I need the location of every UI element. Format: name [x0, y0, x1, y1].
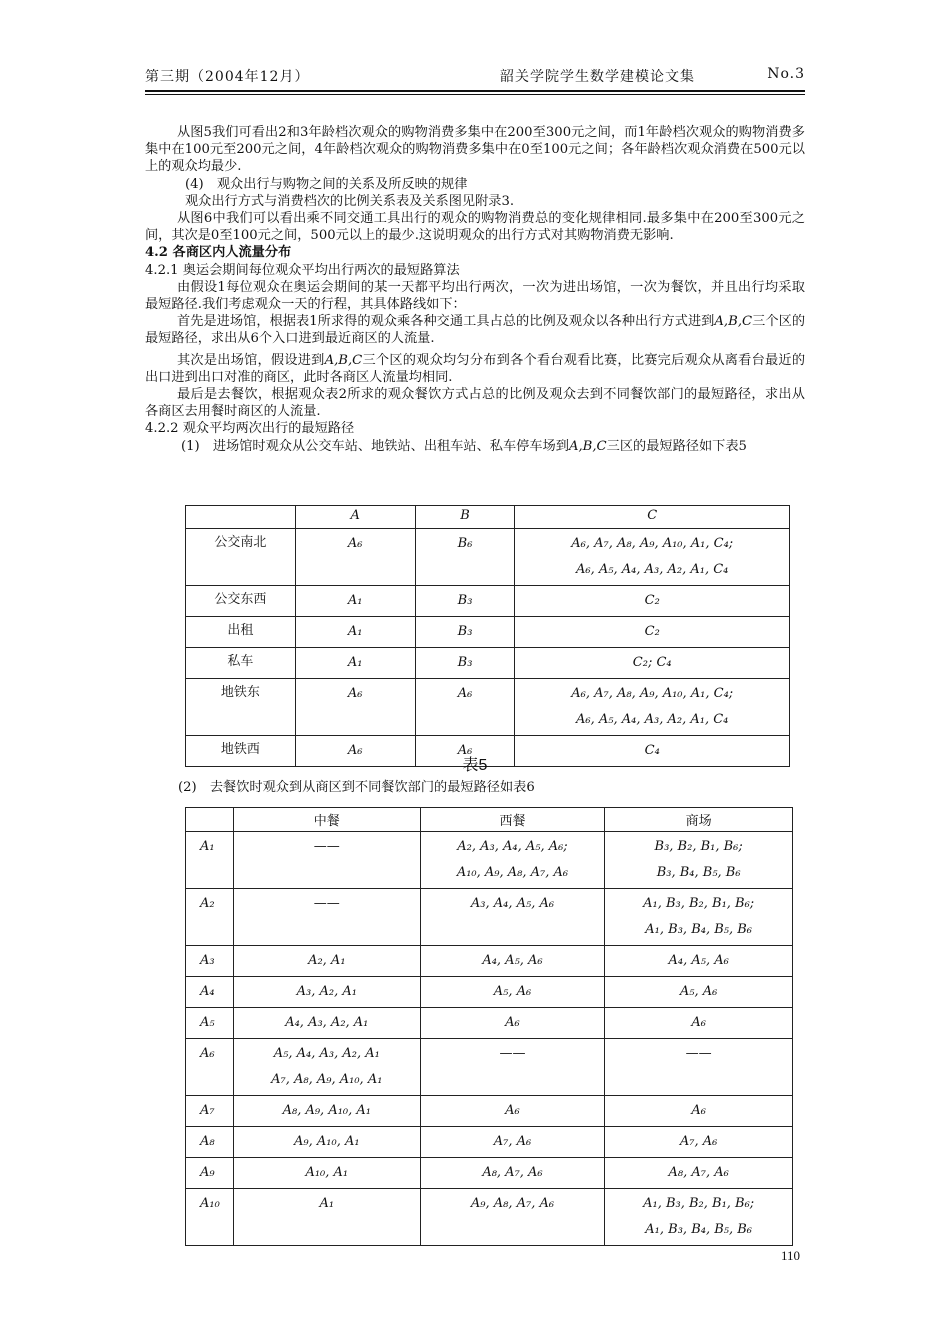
section-heading-4-2: 4.2 各商区内人流量分布	[145, 245, 292, 261]
header-number: No.3	[767, 66, 805, 82]
text-part: 首先是进场馆，根据表1所求得的观众乘各种交通工具占总的比例及观众以各种出行方式进到	[177, 314, 715, 330]
table6-row-label-line: A₂	[200, 896, 215, 911]
math-abc: A,B,C	[568, 438, 607, 454]
table6-cell-western-line: ——	[499, 1046, 526, 1061]
table6-cell-western	[420, 1158, 605, 1189]
table6-row-label-line: A₃	[200, 953, 215, 968]
table6-cell-mall-line: A₁, B₃, B₂, B₁, B₆;	[643, 896, 755, 911]
table5-cell-a	[295, 586, 415, 617]
table6-cell-western	[420, 1096, 605, 1127]
table6-cell-mall	[605, 946, 793, 977]
table6-row-label-line: A₇	[200, 1103, 215, 1118]
table6-cell-mall-line: B₃, B₂, B₁, B₆;	[654, 839, 743, 854]
table5-cell-b	[415, 679, 515, 736]
table5-cell-c	[515, 617, 790, 648]
table6-cell-western-line: A₇, A₆	[493, 1134, 532, 1149]
table6-row-label	[186, 889, 234, 946]
paragraph-age-consumption: 从图5我们可看出2和3年龄档次观众的购物消费多集中在200至300元之间，而1年龄档次观众的购物消费多集中在100元至200元之间，4年龄档次观众的购物消费多集中在0至100元之间；各年龄档次观众消费在500元以上的观众均最少.	[145, 125, 805, 175]
paragraph-exit-venue	[145, 352, 805, 386]
math-abc: A,B,C	[324, 352, 363, 368]
table5-cell-a-line: A₆	[347, 686, 363, 701]
table-5	[185, 505, 790, 767]
table6-cell-mall	[605, 1189, 793, 1246]
header-issue: 第三期（2004年12月）	[145, 69, 310, 85]
text-part: 三个区的观众均匀分布到各个看台观看比赛，比赛完后观众从离看台最近的出口进到出口对准的商区，此时各商区人流量均相同.	[145, 352, 806, 385]
table5-row	[186, 648, 790, 679]
table6-cell-western	[420, 1127, 605, 1158]
table5-row	[186, 617, 790, 648]
table5-header-blank	[186, 506, 296, 529]
table6-cell-chinese-line: A₉, A₁₀, A₁	[294, 1134, 360, 1149]
paragraph-appendix-ref: 观众出行方式与消费档次的比例关系表及关系图见附录3.	[185, 193, 515, 209]
table5-cell-a-line: A₁	[347, 593, 363, 608]
table5-row-label: 公交东西	[186, 586, 296, 617]
table6-cell-mall-line: A₁, B₃, B₂, B₁, B₆;	[643, 1196, 755, 1211]
text-part: 三个区的最短路径，求出从6个入口进到最近商区的人流量.	[145, 314, 806, 347]
table6-cell-mall-line: A₆	[691, 1103, 706, 1118]
table6-cell-chinese-line: A₅, A₄, A₃, A₂, A₁	[273, 1046, 380, 1061]
table6-row	[186, 977, 793, 1008]
table5-cell-b-line: B₃	[457, 624, 473, 639]
header-rule-thin	[145, 94, 805, 95]
table6-cell-western-line: A₄, A₅, A₆	[482, 953, 543, 968]
table6-cell-mall-line: A₅, A₆	[679, 984, 718, 999]
table6-row	[186, 1008, 793, 1039]
table6-cell-mall	[605, 1008, 793, 1039]
table6-cell-western	[420, 1039, 605, 1096]
table6-row-label	[186, 832, 234, 889]
table5-cell-c-line: C₂	[644, 624, 660, 639]
table5-caption: 表5	[462, 757, 488, 774]
table5-row-label: 公交南北	[186, 529, 296, 586]
table5-cell-a-line: A₁	[347, 624, 363, 639]
table6-cell-mall	[605, 1039, 793, 1096]
table5-header-c: C	[515, 506, 790, 529]
table6-row	[186, 1158, 793, 1189]
table6-cell-chinese-line: ——	[313, 896, 340, 911]
subsection-heading-4-2-1: 4.2.1 奥运会期间每位观众平均出行两次的最短路算法	[145, 262, 460, 278]
table6-header-chinese-food: 中餐	[233, 808, 420, 832]
paragraph-table5-intro	[145, 438, 805, 455]
table6-cell-chinese	[233, 1127, 420, 1158]
header-rule-thick	[145, 90, 805, 92]
table5-cell-b-line: A₆	[457, 743, 473, 758]
table6-cell-mall-line: ——	[685, 1046, 712, 1061]
table5-cell-c	[515, 529, 790, 586]
table6-row-label	[186, 1189, 234, 1246]
table6-row-label-line: A₅	[200, 1015, 215, 1030]
table6-cell-western-line: A₃, A₄, A₅, A₆	[470, 896, 555, 911]
table6-header-blank	[186, 808, 234, 832]
table6-cell-mall-line: A₄, A₅, A₆	[668, 953, 729, 968]
table6-row-label	[186, 946, 234, 977]
table6-cell-mall	[605, 1127, 793, 1158]
text-part: 其次是出场馆，假设进到	[177, 352, 325, 368]
table5-cell-c-line: A₆, A₅, A₄, A₃, A₂, A₁, C₄	[576, 712, 729, 727]
subheading-travel-shopping: (4) 观众出行与购物之间的关系及所反映的规律	[185, 176, 468, 192]
table-6	[185, 807, 793, 1246]
table6-row-label-line: A₈	[200, 1134, 215, 1149]
table6-cell-chinese	[233, 977, 420, 1008]
table6-cell-mall-line: B₃, B₄, B₅, B₆	[656, 865, 741, 880]
table5-cell-b-line: B₆	[457, 536, 473, 551]
table6-cell-western-line: A₅, A₆	[493, 984, 532, 999]
table5-header-a: A	[295, 506, 415, 529]
table6-cell-chinese	[233, 946, 420, 977]
table5-cell-a	[295, 648, 415, 679]
table5-row	[186, 679, 790, 736]
running-header	[145, 66, 805, 88]
table6-cell-mall	[605, 977, 793, 1008]
table5-cell-c-line: A₆, A₇, A₈, A₉, A₁₀, A₁, C₄;	[571, 536, 734, 551]
table6-row	[186, 1127, 793, 1158]
paragraph-enter-venue	[145, 313, 805, 347]
table6-row-label-line: A₆	[200, 1046, 215, 1061]
table6-cell-chinese-line: ——	[313, 839, 340, 854]
table6-cell-mall-line: A₇, A₆	[679, 1134, 718, 1149]
table6-cell-chinese-line: A₄, A₃, A₂, A₁	[285, 1015, 369, 1030]
table5-cell-b-line: A₆	[457, 686, 473, 701]
table5-cell-a	[295, 529, 415, 586]
table6-cell-western	[420, 889, 605, 946]
table5-cell-b-line: B₃	[457, 593, 473, 608]
table6-header-western-food: 西餐	[420, 808, 605, 832]
table6-row-label	[186, 1127, 234, 1158]
table6-cell-chinese-line: A₁	[319, 1196, 335, 1211]
paragraph-dining: 最后是去餐饮，根据观众表2所求的观众餐饮方式占总的比例及观众去到不同餐饮部门的最短路径，求出从各商区去用餐时商区的人流量.	[145, 387, 805, 420]
table5-cell-c	[515, 648, 790, 679]
table6-cell-western-line: A₂, A₃, A₄, A₅, A₆;	[457, 839, 568, 854]
table5-header-row	[186, 506, 790, 529]
table6-cell-western-line: A₁₀, A₉, A₈, A₇, A₆	[456, 865, 569, 880]
table6-row	[186, 946, 793, 977]
table6-cell-western	[420, 946, 605, 977]
table5-header-b: B	[415, 506, 515, 529]
table5-row-label: 地铁西	[186, 736, 296, 767]
table6-row	[186, 1189, 793, 1246]
table6-header-mall: 商场	[605, 808, 793, 832]
table5-cell-a-line: A₆	[347, 743, 363, 758]
table6-cell-mall-line: A₁, B₃, B₄, B₅, B₆	[645, 922, 753, 937]
table5-cell-a-line: A₁	[347, 655, 363, 670]
table5-cell-c-line: C₂; C₄	[632, 655, 672, 670]
table6-cell-mall	[605, 889, 793, 946]
table6-row	[186, 889, 793, 946]
table6-cell-western	[420, 977, 605, 1008]
table6-cell-western-line: A₆	[505, 1015, 520, 1030]
table6-row	[186, 832, 793, 889]
table6-cell-mall	[605, 832, 793, 889]
table6-row-label-line: A₄	[200, 984, 215, 999]
table5-row	[186, 529, 790, 586]
paragraph-assumption: 由假设1每位观众在奥运会期间的某一天都平均出行两次，一次为进出场馆，一次为餐饮，并且出行均采取最短路径.我们考虑观众一天的行程，其具体路线如下：	[145, 279, 805, 313]
text-part: (1) 进场馆时观众从公交车站、地铁站、出租车站、私车停车场到	[181, 438, 569, 454]
table5-row-label: 出租	[186, 617, 296, 648]
table5-cell-c-line: C₂	[644, 593, 660, 608]
text-part: 三区的最短路径如下表5	[606, 438, 747, 454]
body-text	[145, 124, 805, 455]
table6-cell-chinese-line: A₃, A₂, A₁	[296, 984, 357, 999]
table6-cell-western	[420, 1008, 605, 1039]
math-abc: A,B,C	[714, 314, 753, 330]
table5-cell-c	[515, 679, 790, 736]
table6-cell-chinese	[233, 889, 420, 946]
table5-cell-c	[515, 586, 790, 617]
table6-cell-mall	[605, 1158, 793, 1189]
table6-row-label-line: A₉	[200, 1165, 215, 1180]
table6-cell-western-line: A₈, A₇, A₆	[482, 1165, 543, 1180]
table6-cell-chinese	[233, 832, 420, 889]
table5-cell-a	[295, 617, 415, 648]
table6-row-label-line: A₁	[200, 839, 215, 854]
table5-row	[186, 586, 790, 617]
table6-row	[186, 1096, 793, 1127]
header-journal-title: 韶关学院学生数学建模论文集	[500, 69, 695, 85]
table6-cell-chinese-line: A₂, A₁	[308, 953, 346, 968]
table6-row-label	[186, 1039, 234, 1096]
table6-cell-western-line: A₆	[505, 1103, 520, 1118]
subsection-heading-4-2-2: 4.2.2 观众平均两次出行的最短路径	[145, 421, 355, 437]
table5-cell-a-line: A₆	[347, 536, 363, 551]
table6-cell-mall-line: A₈, A₇, A₆	[668, 1165, 729, 1180]
table5-cell-b	[415, 648, 515, 679]
paragraph-figure6: 从图6中我们可以看出乘不同交通工具出行的观众的购物消费总的变化规律相同.最多集中在200至300元之间，其次是0至100元之间，500元以上的最少.这说明观众的出行方式对其购物消费无影响.	[145, 211, 805, 244]
table6-cell-mall-line: A₆	[691, 1015, 706, 1030]
table6-cell-chinese-line: A₁₀, A₁	[305, 1165, 349, 1180]
table5-row-label: 地铁东	[186, 679, 296, 736]
table6-cell-western-line: A₉, A₈, A₇, A₆	[470, 1196, 555, 1211]
table6-row-label	[186, 977, 234, 1008]
table5-cell-c-line: A₆, A₇, A₈, A₉, A₁₀, A₁, C₄;	[571, 686, 734, 701]
table5-cell-b-line: B₃	[457, 655, 473, 670]
table6-row-label-line: A₁₀	[200, 1196, 220, 1211]
table6-cell-mall	[605, 1096, 793, 1127]
paragraph-table6-intro: (2) 去餐饮时观众到从商区到不同餐饮部门的最短路径如表6	[178, 780, 535, 795]
table5-row-label: 私车	[186, 648, 296, 679]
table6-cell-chinese	[233, 1008, 420, 1039]
table5-cell-a	[295, 679, 415, 736]
table5-cell-c-line: C₄	[644, 743, 660, 758]
table6-cell-mall-line: A₁, B₃, B₄, B₅, B₆	[645, 1222, 753, 1237]
table6-cell-chinese	[233, 1158, 420, 1189]
table5-cell-c-line: A₆, A₅, A₄, A₃, A₂, A₁, C₄	[576, 562, 729, 577]
table6-row-label	[186, 1158, 234, 1189]
table6-row-label	[186, 1008, 234, 1039]
table6-row-label	[186, 1096, 234, 1127]
table6-row	[186, 1039, 793, 1096]
table6-header-row	[186, 808, 793, 832]
table6-cell-chinese	[233, 1096, 420, 1127]
table6-cell-chinese	[233, 1189, 420, 1246]
table6-cell-chinese-line: A₇, A₈, A₉, A₁₀, A₁	[271, 1072, 383, 1087]
table6-cell-western	[420, 832, 605, 889]
table6-cell-western	[420, 1189, 605, 1246]
table5-cell-b	[415, 617, 515, 648]
table5-cell-b	[415, 586, 515, 617]
table6-cell-chinese-line: A₈, A₉, A₁₀, A₁	[282, 1103, 371, 1118]
table6-cell-chinese	[233, 1039, 420, 1096]
page-number: 110	[780, 1248, 800, 1263]
table5-cell-b	[415, 529, 515, 586]
